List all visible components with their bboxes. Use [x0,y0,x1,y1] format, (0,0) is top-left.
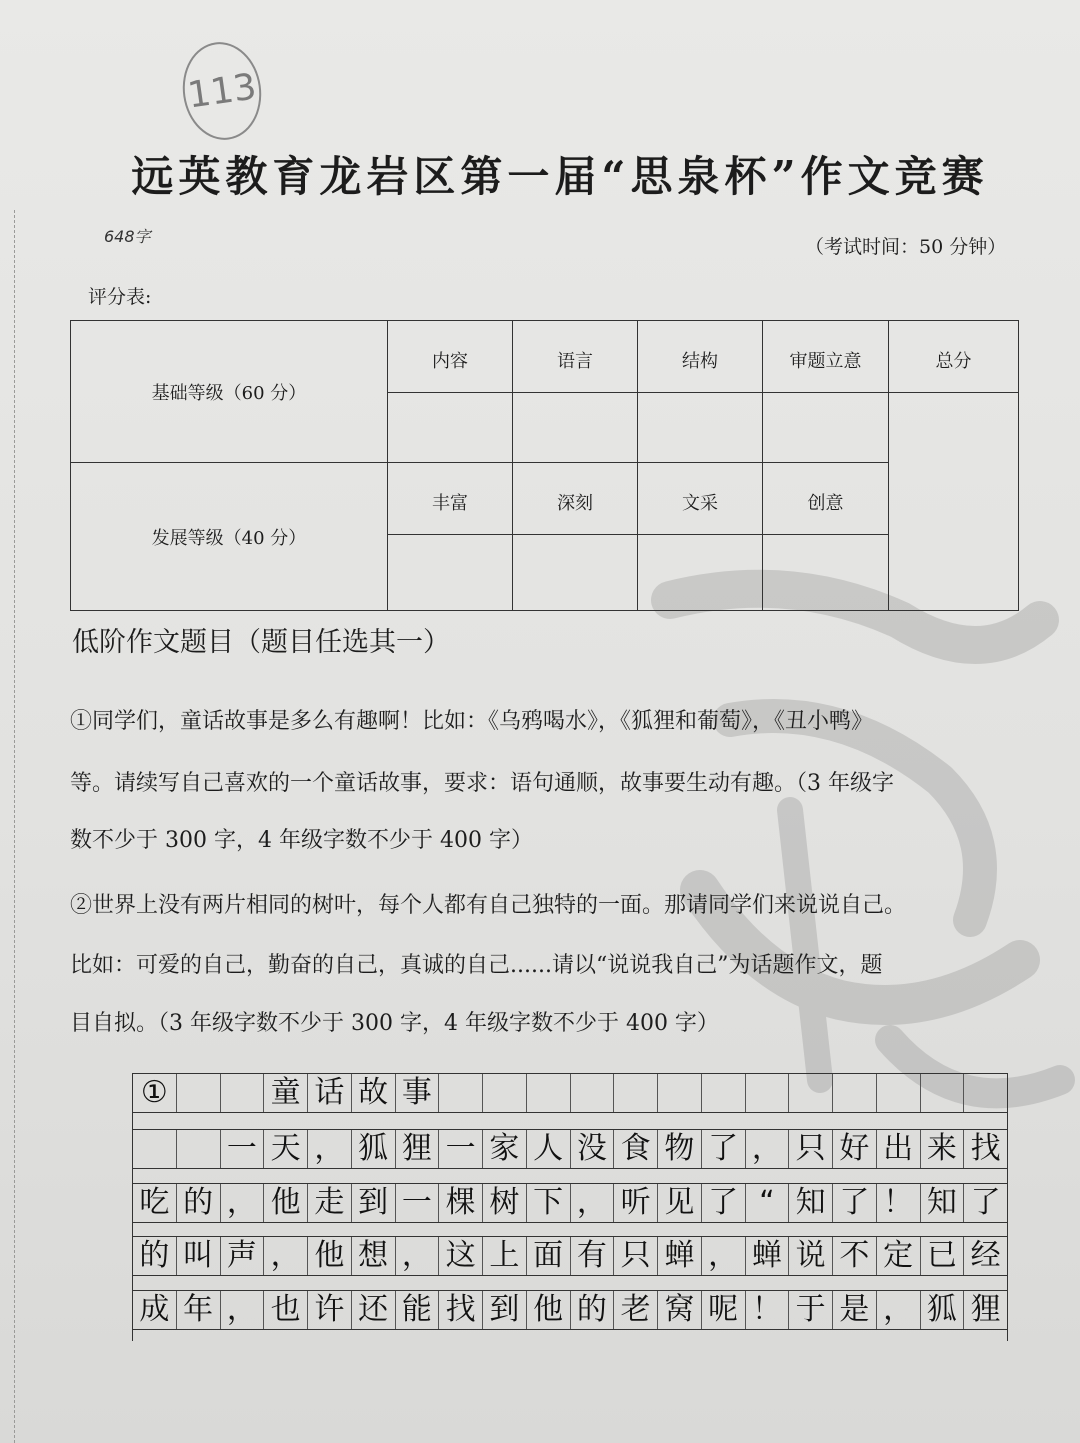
grid-cell[interactable]: 天 [264,1130,308,1168]
grid-cell[interactable] [702,1074,746,1112]
grid-row [133,1290,1007,1330]
grid-cell[interactable] [921,1074,965,1112]
grid-cell[interactable]: 许 [308,1291,352,1329]
grid-cell[interactable]: 话 [308,1074,352,1112]
grid-cell[interactable]: 下 [527,1184,571,1222]
grid-cell[interactable]: 成 [133,1291,177,1329]
grid-cell[interactable] [746,1074,790,1112]
prompt-line: 数不少于 300 字，4 年级字数不少于 400 字） [70,828,533,853]
grid-cell[interactable]: 狐 [921,1291,965,1329]
grid-cell[interactable]: 他 [527,1291,571,1329]
grid-cell[interactable]: 声 [221,1237,265,1275]
grid-cell[interactable]: 听 [614,1184,658,1222]
grid-cell[interactable]: 一 [221,1130,265,1168]
grid-cell[interactable]: ， [308,1130,352,1168]
fold-line [14,210,15,1443]
grid-cell[interactable] [658,1074,702,1112]
score-cell[interactable] [638,535,763,611]
header-content: 内容 [388,321,513,393]
grid-cell[interactable]: 找 [439,1291,483,1329]
grid-cell[interactable]: 狐 [352,1130,396,1168]
grid-cell[interactable]: 只 [614,1237,658,1275]
grid-row [133,1129,1007,1169]
grid-cell[interactable]: 想 [352,1237,396,1275]
grid-cell[interactable]: 没 [571,1130,615,1168]
page-title: 远英教育龙岩区第一届“思泉杯”作文竞赛 [131,152,989,201]
development-grade-label: 发展等级（40 分） [71,463,388,611]
grid-cell[interactable]: 说 [789,1237,833,1275]
grid-cell[interactable]: 了 [702,1184,746,1222]
grid-cell[interactable]: ， [396,1237,440,1275]
handwriting-grid [132,1073,1008,1341]
grid-cell[interactable] [527,1074,571,1112]
grid-cell[interactable]: 狸 [970,1292,1001,1327]
grid-cell[interactable]: ， [877,1291,921,1329]
grid-cell[interactable]: ， [264,1237,308,1275]
grid-cell[interactable]: 只 [789,1130,833,1168]
grid-cell[interactable]: 他 [264,1184,308,1222]
header-style: 文采 [638,463,763,535]
header-theme: 审题立意 [763,321,889,393]
prompt-line: 目自拟。（3 年级字数不少于 300 字，4 年级字数不少于 400 字） [70,1011,719,1036]
grid-cell[interactable] [439,1074,483,1112]
grid-cell[interactable]: 经 [970,1238,1001,1273]
grid-cell[interactable]: 家 [483,1130,527,1168]
prompt-line: ①同学们，童话故事是多么有趣啊！比如：《乌鸦喝水》，《狐狸和葡萄》，《丑小鸭》 [70,709,874,734]
grid-cell[interactable] [221,1074,265,1112]
grid-cell[interactable]: 吃 [133,1184,177,1222]
score-cell[interactable] [763,535,889,611]
grid-cell[interactable]: 这 [439,1237,483,1275]
grid-cell[interactable] [614,1074,658,1112]
grid-cell[interactable]: ① [133,1074,177,1112]
grid-cell[interactable]: 到 [483,1291,527,1329]
grid-cell[interactable]: ， [571,1184,615,1222]
grid-cell[interactable]: 事 [396,1074,440,1112]
score-cell[interactable] [638,393,763,463]
grid-cell[interactable] [177,1130,221,1168]
grid-cell[interactable]: 的 [133,1237,177,1275]
grid-cell[interactable]: ， [746,1130,790,1168]
grid-cell[interactable]: 童 [264,1074,308,1112]
score-cell[interactable] [763,393,889,463]
grid-row [133,1183,1007,1223]
grid-cell[interactable]: 蝉 [658,1237,702,1275]
grid-cell[interactable]: 不 [833,1237,877,1275]
score-cell[interactable] [513,535,638,611]
grid-cell[interactable]: 来 [921,1130,965,1168]
grid-cell[interactable]: ， [221,1291,265,1329]
grid-cell[interactable]: 有 [571,1237,615,1275]
grid-cell[interactable]: ， [221,1184,265,1222]
grid-cell[interactable]: 好 [833,1130,877,1168]
grid-cell[interactable]: 走 [308,1184,352,1222]
grid-cell[interactable]: ！ [746,1291,790,1329]
score-cell[interactable] [388,393,513,463]
grid-cell[interactable]: 找 [970,1131,1001,1166]
grid-cell[interactable] [789,1074,833,1112]
grid-cell[interactable]: 也 [264,1291,308,1329]
grid-cell[interactable]: 了 [702,1130,746,1168]
header-creativity: 创意 [763,463,889,535]
grid-cell[interactable]: 能 [396,1291,440,1329]
grid-cell[interactable]: 是 [833,1291,877,1329]
total-score-cell[interactable] [889,393,1019,611]
grid-cell[interactable]: 窝 [658,1291,702,1329]
grid-cell[interactable]: 定 [877,1237,921,1275]
score-cell[interactable] [388,535,513,611]
grid-cell[interactable]: 到 [352,1184,396,1222]
header-richness: 丰富 [388,463,513,535]
grid-cell[interactable]: 蝉 [746,1237,790,1275]
grid-cell[interactable]: 年 [177,1291,221,1329]
grid-cell[interactable] [571,1074,615,1112]
grid-cell[interactable] [133,1130,177,1168]
grid-cell[interactable]: 呢 [702,1291,746,1329]
grid-cell[interactable]: 于 [789,1291,833,1329]
grid-cell[interactable]: “ [746,1184,790,1222]
prompt-line: ②世界上没有两片相同的树叶，每个人都有自己独特的一面。那请同学们来说说自己。 [70,893,907,918]
score-cell[interactable] [513,393,638,463]
word-count-note: 648字 [104,227,151,246]
grid-cell[interactable]: 狸 [396,1130,440,1168]
grid-cell[interactable]: 面 [527,1237,571,1275]
grid-cell[interactable]: 出 [877,1130,921,1168]
exam-time: （考试时间：50 分钟） [805,236,1007,258]
header-language: 语言 [513,321,638,393]
grid-cell[interactable]: 人 [527,1130,571,1168]
grid-cell[interactable]: 了 [970,1185,1001,1220]
grid-cell[interactable]: 食 [614,1130,658,1168]
header-structure: 结构 [638,321,763,393]
grid-row [133,1073,1007,1113]
grid-cell[interactable] [833,1074,877,1112]
grid-cell[interactable] [483,1074,527,1112]
prompt-line: 等。请续写自己喜欢的一个童话故事，要求：语句通顺，故事要生动有趣。（3 年级字 [70,771,894,796]
grid-cell[interactable]: 他 [308,1237,352,1275]
grid-cell[interactable]: 一 [439,1130,483,1168]
grid-cell[interactable]: 树 [483,1184,527,1222]
circled-page-number: 113 [177,37,268,145]
header-depth: 深刻 [513,463,638,535]
grid-cell[interactable]: 了 [833,1184,877,1222]
header-total: 总分 [889,321,1019,393]
score-table-label: 评分表: [88,286,152,308]
grid-row [133,1236,1007,1276]
grid-cell[interactable]: 物 [658,1130,702,1168]
basic-grade-label: 基础等级（60 分） [71,321,388,463]
prompt-line: 比如：可爱的自己，勤奋的自己，真诚的自己......请以“说说我自己”为话题作文，题 [70,953,883,978]
grid-cell[interactable]: 还 [352,1291,396,1329]
grid-cell[interactable]: 知 [921,1184,965,1222]
score-table [70,320,1019,611]
grid-cell[interactable]: 的 [571,1291,615,1329]
grid-cell[interactable] [177,1074,221,1112]
grid-cell[interactable] [877,1074,921,1112]
grid-cell[interactable]: 老 [614,1291,658,1329]
grid-cell[interactable]: 已 [921,1237,965,1275]
grid-cell[interactable]: 的 [177,1184,221,1222]
grid-cell[interactable]: 一 [396,1184,440,1222]
grid-cell[interactable]: 知 [789,1184,833,1222]
section-title: 低阶作文题目（题目任选其一） [72,627,450,658]
grid-cell[interactable]: 故 [352,1074,396,1112]
grid-cell[interactable]: ， [702,1237,746,1275]
grid-cell[interactable]: 棵 [439,1184,483,1222]
grid-cell[interactable]: 见 [658,1184,702,1222]
grid-cell[interactable]: 上 [483,1237,527,1275]
grid-cell[interactable] [964,1074,1007,1112]
grid-cell[interactable]: ！ [877,1184,921,1222]
grid-cell[interactable]: 叫 [177,1237,221,1275]
